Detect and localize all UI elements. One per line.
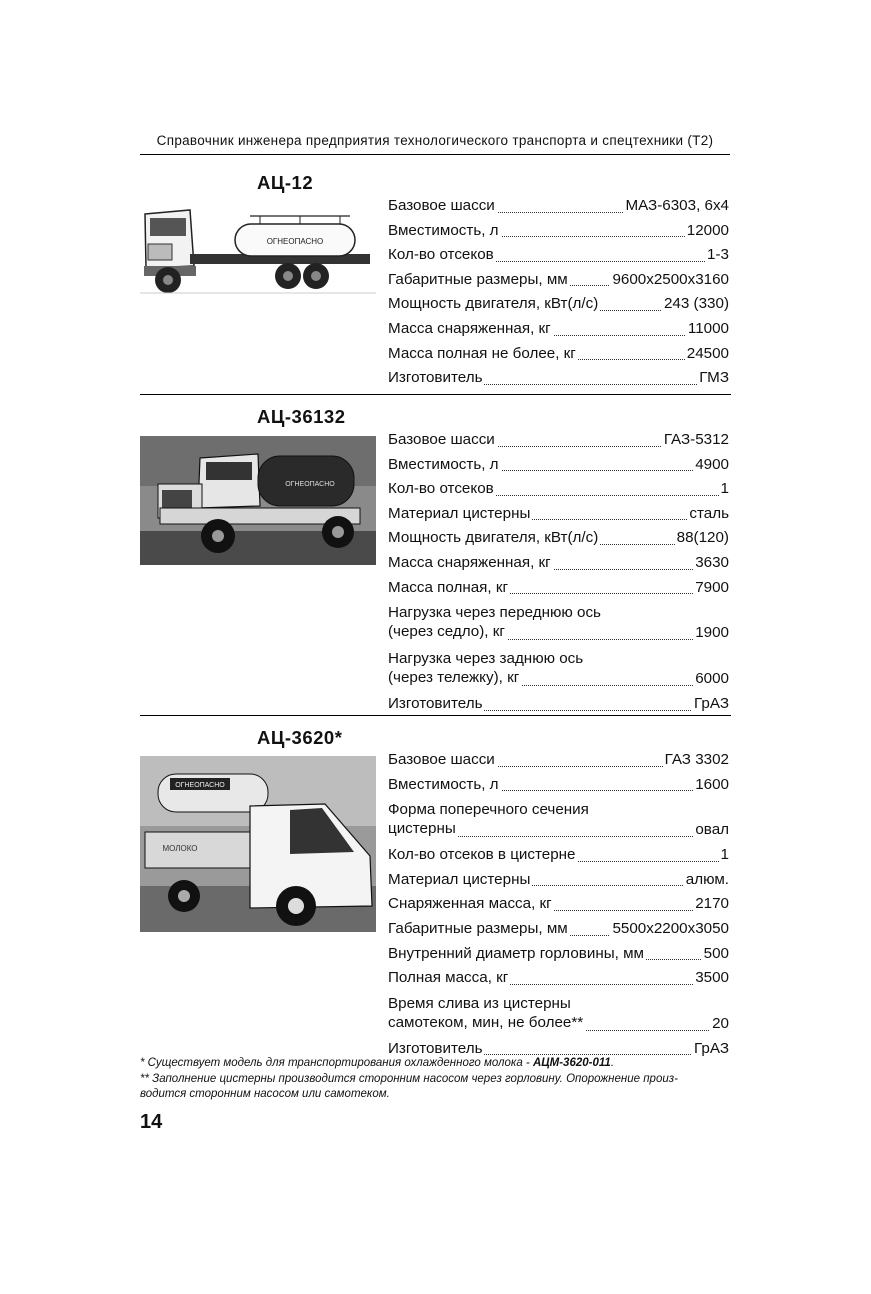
spec-row: Габаритные размеры, мм 5500x2200x3050: [388, 917, 733, 942]
spec-row: Вместимость, л 4900: [388, 453, 733, 478]
spec-row: Габаритные размеры, мм 9600x2500x3160: [388, 268, 733, 293]
spec-row: Масса снаряженная, кг 11000: [388, 317, 733, 342]
spec-row: Изготовитель ГМЗ: [388, 366, 733, 391]
truck-photo-atc-36132: [140, 436, 376, 565]
spec-row: Базовое шасси МАЗ-6303, 6x4: [388, 194, 733, 219]
side-label: МОЛОКО: [162, 844, 198, 853]
section-title: АЦ-36132: [257, 406, 346, 427]
spec-list-section-3: [388, 748, 733, 1061]
spec-row: Кол-во отсеков в цистерне 1: [388, 843, 733, 868]
spec-row: Форма поперечного сечения цистерны овал: [388, 801, 729, 839]
spec-row: Нагрузка через заднюю ось (через тележку), кг 6000: [388, 650, 729, 688]
spec-row: Масса снаряженная, кг 3630: [388, 551, 733, 576]
tank-label: ОГНЕОПАСНО: [266, 237, 324, 246]
tank-label: ОГНЕОПАСНО: [175, 782, 225, 789]
footnote-2: ** Заполнение цистерны производится сторонним насосом через горловину. Опорожнение произ- водится сторонним насосом или самотеком.: [140, 1073, 678, 1100]
spec-row: Время слива из цистерны самотеком, мин, не более** 20: [388, 994, 729, 1032]
spec-row: Базовое шасси ГАЗ-5312: [388, 428, 733, 453]
spec-row: Внутренний диаметр горловины, мм 500: [388, 942, 733, 967]
truck-photo-atc-3620: [140, 756, 376, 932]
spec-row: Масса полная не более, кг 24500: [388, 342, 733, 367]
truck-photo-atc-12: [140, 196, 376, 300]
spec-row: Масса полная, кг 7900: [388, 576, 733, 601]
section-divider: [140, 394, 731, 395]
spec-list-section-1: [388, 194, 733, 391]
section-title: АЦ-3620*: [257, 727, 343, 748]
spec-row: Мощность двигателя, кВт(л/с) 243 (330): [388, 292, 733, 317]
spec-row: Материал цистерны сталь: [388, 502, 733, 527]
tank-label: ОГНЕОПАСНО: [285, 481, 335, 488]
spec-row: Материал цистерны алюм.: [388, 868, 733, 893]
running-header: Справочник инженера предприятия технологического транспорта и спецтехники (Т2): [140, 128, 730, 155]
spec-list-section-2: [388, 428, 733, 717]
spec-row: Вместимость, л 12000: [388, 219, 733, 244]
section-title: АЦ-12: [257, 172, 314, 193]
spec-row: Изготовитель ГрАЗ: [388, 1037, 733, 1062]
spec-row: Изготовитель ГрАЗ: [388, 692, 733, 717]
spec-row: Полная масса, кг 3500: [388, 966, 733, 991]
spec-row: Нагрузка через переднюю ось (через седло), кг 1900: [388, 604, 729, 642]
page-number: 14: [140, 1111, 163, 1133]
spec-row: Базовое шасси ГАЗ 3302: [388, 748, 733, 773]
spec-row: Мощность двигателя, кВт(л/с) 88(120): [388, 526, 733, 551]
spec-row: Кол-во отсеков 1: [388, 477, 733, 502]
spec-row: Кол-во отсеков 1-3: [388, 243, 733, 268]
spec-row: Вместимость, л 1600: [388, 773, 733, 798]
footnote-1: * Существует модель для транспортирования охлажденного молока - АЦМ-3620-011.: [140, 1057, 615, 1069]
spec-row: Снаряженная масса, кг 2170: [388, 892, 733, 917]
section-divider: [140, 715, 731, 716]
